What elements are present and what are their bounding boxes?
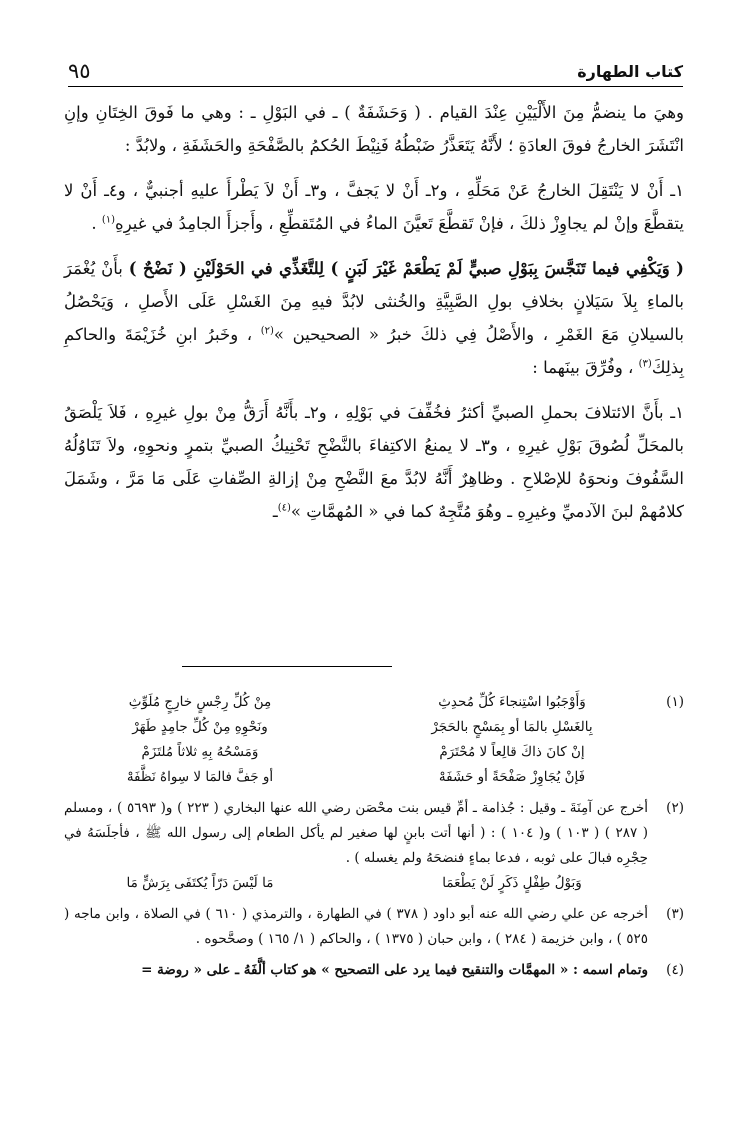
footnote-ref-4[interactable]: (٤) [277, 502, 291, 514]
footnote-divider [182, 666, 392, 667]
footnote-3 [64, 902, 684, 952]
footnote-4 [64, 958, 684, 983]
verse-hemistich: فَإنْ يُجَاوِزْ صَفْحَةً أو حَشَفَهْ [438, 769, 586, 785]
verse-hemistich: أو جَفَّ فالمَا لا سِواهُ نَظَّفَهْ [126, 769, 274, 785]
paragraph-2-end: . [91, 214, 102, 233]
footnote-3-text: أخرجه عن علي رضي الله عنه أبو داود ( ٣٧٨ ) في الطهارة ، والترمذي ( ٦١٠ ) في الصلاة ، وابن ماجه ( ٥٢٥ ) ، وابن خزيمة ( ٢٨٤ ) ، وابن حبان ( ١٣٧٥ ) ، والحاكم ( ١/ ١٦٥ ) وصحَّحوه . [64, 906, 648, 947]
footnote-1 [64, 690, 684, 790]
footnote-number: (٢) [666, 800, 684, 816]
footnotes [64, 690, 684, 983]
footnote-1-poem [64, 690, 648, 790]
page-number: ٩٥ [68, 59, 91, 83]
paragraph-2-text: ١ـ أَنْ لا يَنْتَقِلَ الخارجُ عَنْ مَحَلِّهِ ، و٢ـ أَنْ لا يَجفَّ ، و٣ـ أَنْ لاَ يَطْرأَ عليهِ أجنبيٌّ ، و٤ـ أَنْ لا يتقطَّعَ وإنْ لم يجاوِزْ ذلكَ ، فإنْ تَقطَّعَ تَعيَّنَ الماءُ في المُتَقطِّعِ ، وأَجزأَ الجامِدُ في غيرِهِ [64, 181, 684, 233]
main-text [64, 96, 684, 528]
verse-hemistich: وَمَسْحُهُ بِهِ ثلاثاً مُلتَزَمْ [141, 744, 259, 760]
paragraph-4-end: ـ [272, 502, 278, 521]
paragraph-3-text-b: ، وخَبرُ ابنِ خُزَيْمَةَ والحاكمِ بِذلِكَ [64, 325, 684, 377]
paragraph-3 [64, 252, 684, 384]
verse-hemistich: وَبَوْلُ طِفْلٍ ذَكَرٍ لَنْ يَطْعَمَا [442, 875, 582, 891]
footnote-ref-3[interactable]: (٣) [638, 358, 652, 370]
paragraph-1: وهيَ ما ينضمُّ مِنَ الأَلْيَيْنِ عِنْدَ القيام . ( وَحَشَفَةٌ ) ـ في البَوْلِ ـ : وهي ما فَوقَ الخِتَانِ وإنِ انْتَشَرَ الخارجُ فوقَ العادَةِ ؛ لأَنَّهُ يَتَعَذَّرُ ضَبْطُهُ فَنِيْطَ الحُكمُ بالصَّفْحَةِ والحَشَفَةِ ، ولابُدَّ : [64, 103, 684, 155]
footnote-2-text: أخرج عن آمِنَةَ ـ وقيل : جُذامة ـ أمِّ قيس بنت محْصَن رضي الله عنها البخاري ( ٢٢٣ ) و( ٥٦٩٣ ) ، ومسلم ( ٢٨٧ ) ( ١٠٣ ) و( ١٠٤ ) : ( أنها أتت بابنٍ لها صغير لم يأكل الطعام إلى رسول الله ﷺ ، فأجلَسَهُ في حِجْرِه فبالَ على ثوبه ، فدعا بماءٍ فنضحَهُ ولم يغسله ) . [64, 800, 648, 866]
footnote-2 [64, 796, 684, 896]
footnote-2-poem [64, 871, 648, 896]
footnote-ref-2[interactable]: (٢) [260, 325, 274, 337]
footnote-4-text: وتمام اسمه : « المهمَّات والتنقيح فيما يرد على التصحيح » هو كتاب ألَّفَهُ ـ على « روضة = [141, 962, 648, 978]
verse-hemistich: إنْ كانَ ذاكَ قالِعاً لا مُحْتَرَمْ [439, 744, 585, 760]
footnote-number: (٣) [666, 906, 684, 922]
paragraph-4-text: ١ـ بأَنَّ الائتلافَ بحملِ الصبيِّ أكثرُ فخُفِّفَ في بَوْلِهِ ، و٢ـ بأَنَّهُ أَرَقُّ مِنْ بولِ غيرِهِ ، فَلاَ يَلْصَقُ بالمحَلِّ لُصُوقَ بَوْلِ غيرِهِ ، و٣ـ لا يمنعُ الاكتِفاءَ بالنَّضْحِ تَحْنِيكُ الصبيِّ بتمرٍ ونحوِهِ، ولاَ تَنَاوُلُهُ السَّفُوفَ ونحوَهُ للإصْلاحِ . وظاهِرٌ أَنَّهُ لابُدَّ معَ النَّضْحِ مِنْ إزالةِ الصِّفاتِ عَلَى مَا مَرَّ ، وشَمَلَ كلامُهمْ لبنَ الآدميِّ وغيرِهِ ـ وهُوَ مُتَّجِهٌ كما في « المُهمَّاتِ » [64, 403, 684, 521]
verse-hemistich: مِنْ كُلِّ رِجْسٍ خارِجٍ مُلَوِّثِ [128, 694, 272, 710]
matn-text: ( وَيَكْفِي فيما تَنَجَّسَ بِبَوْلِ صبيٍّ لَمْ يَطْعَمْ غَيْرَ لَبَنٍ ) لِلتَّغَذِّي في الحَوْلَيْنِ ( نَضْحٌ ) [128, 259, 684, 278]
verse-hemistich: مَا لَيْسَ دَرّاً يُكتَفَى بِرَشٍّ مَا [126, 875, 274, 891]
verse-hemistich: ونَحْوِهِ مِنْ كُلِّ جامِدٍ طَهَرْ [132, 719, 268, 735]
paragraph-3-text-a: بأَنْ يُغْمَرَ بالماءِ بِلاَ سَيَلانٍ بخلافِ بولِ الصَّبِيَّةِ والخُنثى لابُدَّ فيهِ مِنَ الغَسْلِ عَلَى الأَصلِ ، وَيَحْصُلُ بالسيلانِ مَعَ الغَمْرِ ، والأَصْلُ فِي ذلكَ خبرُ « الصحيحين » [64, 259, 684, 344]
footnote-number: (٤) [666, 962, 684, 978]
verse-hemistich: وَأَوْجَبُوا اسْتِنجاءَ كُلِّ مُحدِثِ [438, 694, 586, 710]
running-title: كتاب الطهارة [577, 61, 683, 81]
paragraph-4 [64, 396, 684, 528]
verse-hemistich: بِالغَسْلِ بالمَا أو بِمَسْحٍ بالحَجَرْ [431, 719, 593, 735]
paragraph-2 [64, 174, 684, 240]
footnote-number: (١) [666, 694, 684, 710]
paragraph-3-text-c: ، وفُرِّقَ بينَهما : [532, 358, 639, 377]
footnote-ref-1[interactable]: (١) [101, 214, 116, 226]
page-header [68, 56, 683, 87]
